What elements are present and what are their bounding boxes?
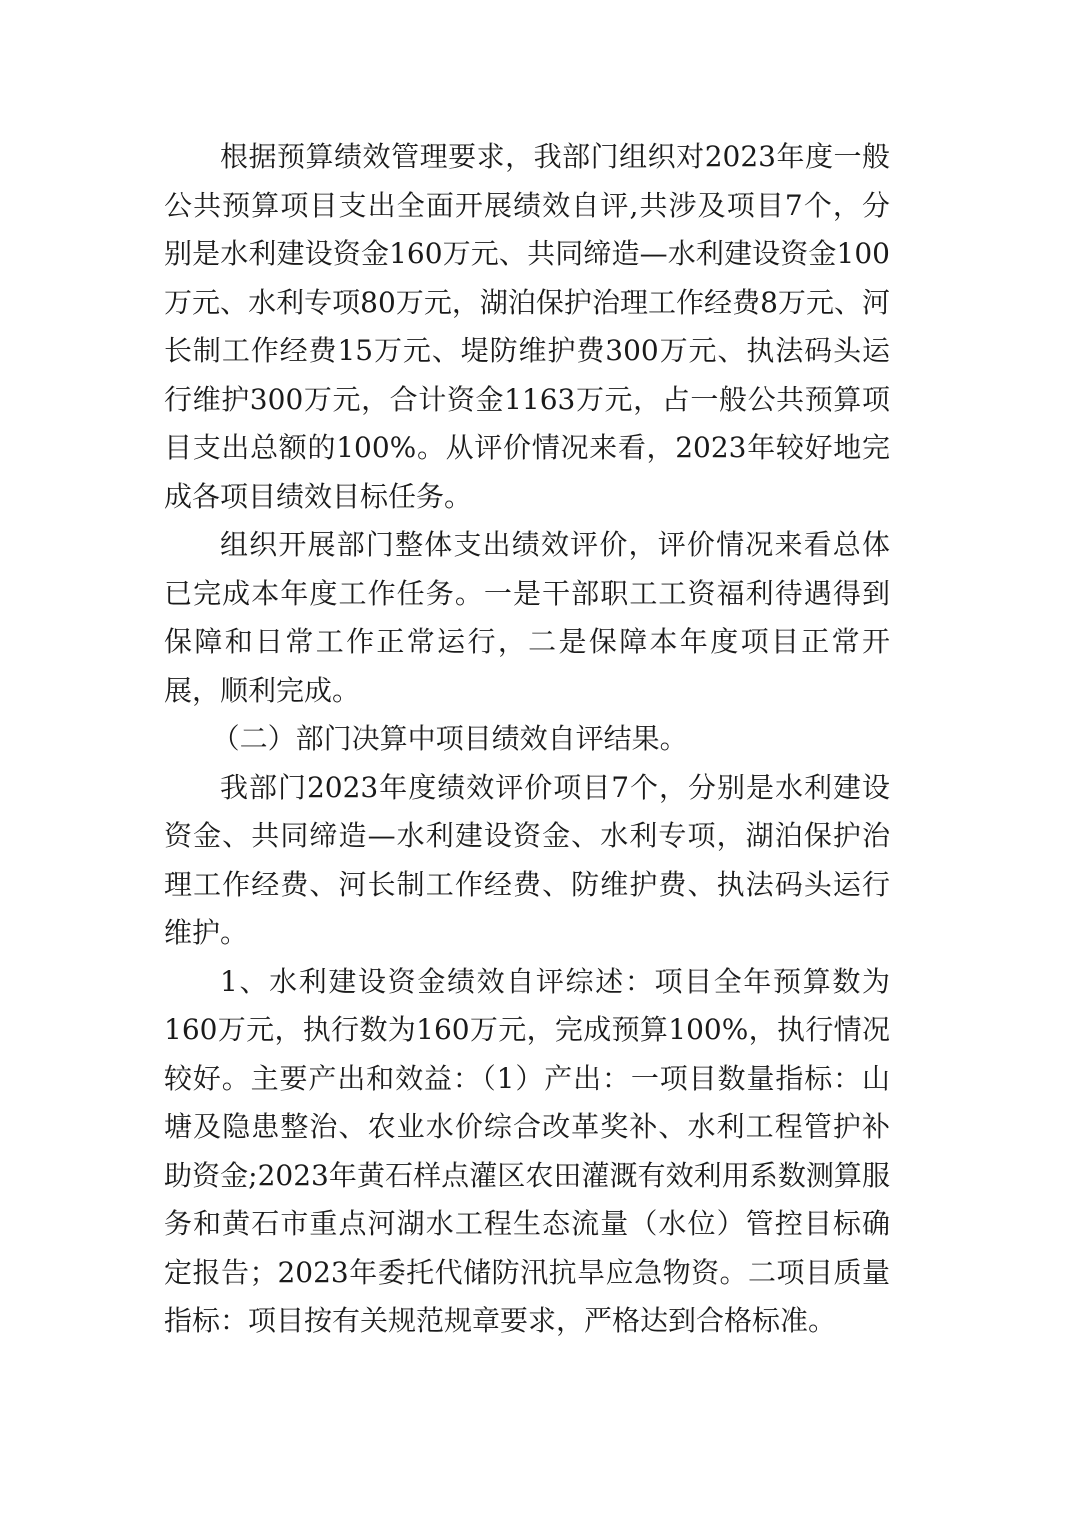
paragraph-budget-overview: 根据预算绩效管理要求，我部门组织对2023年度一般公共预算项目支出全面开展绩效自评,共涉及项目7个，分别是水利建设资金160万元、共同缔造—水利建设资金100万元、水利专项80万元，湖泊保护治理工作经费8万元、河长制工作经费15万元、堤防维护费300万元、执法码头运行维护300万元，合计资金1163万元，占一般公共预算项目支出总额的100%。从评价情况来看，2023年较好地完成各项目绩效目标任务。 xyxy=(164,140,890,513)
document-body xyxy=(164,133,890,1346)
paragraph-project-list: 我部门2023年度绩效评价项目7个，分别是水利建设资金、共同缔造—水利建设资金、水利专项，湖泊保护治理工作经费、河长制工作经费、防维护费、执法码头运行维护。 xyxy=(164,770,890,949)
paragraph-overall-evaluation: 组织开展部门整体支出绩效评价，评价情况来看总体已完成本年度工作任务。一是干部职工工资福利待遇得到保障和日常工作正常运行，二是保障本年度项目正常开展，顺利完成。 xyxy=(164,528,890,707)
section-heading-project-results: （二）部门决算中项目绩效自评结果。 xyxy=(211,722,688,755)
paragraph-water-construction-fund: 1、水利建设资金绩效自评综述：项目全年预算数为160万元，执行数为160万元，完成预算100%，执行情况较好。主要产出和效益：（1）产出：一项目数量指标：山塘及隐患整治、农业水价综合改革奖补、水利工程管护补助资金;2023年黄石样点灌区农田灌溉有效利用系数测算服务和黄石市重点河湖水工程生态流量（水位）管控目标确定报告；2023年委托代储防汛抗旱应急物资。二项目质量指标：项目按有关规范规章要求，严格达到合格标准。 xyxy=(164,964,890,1337)
